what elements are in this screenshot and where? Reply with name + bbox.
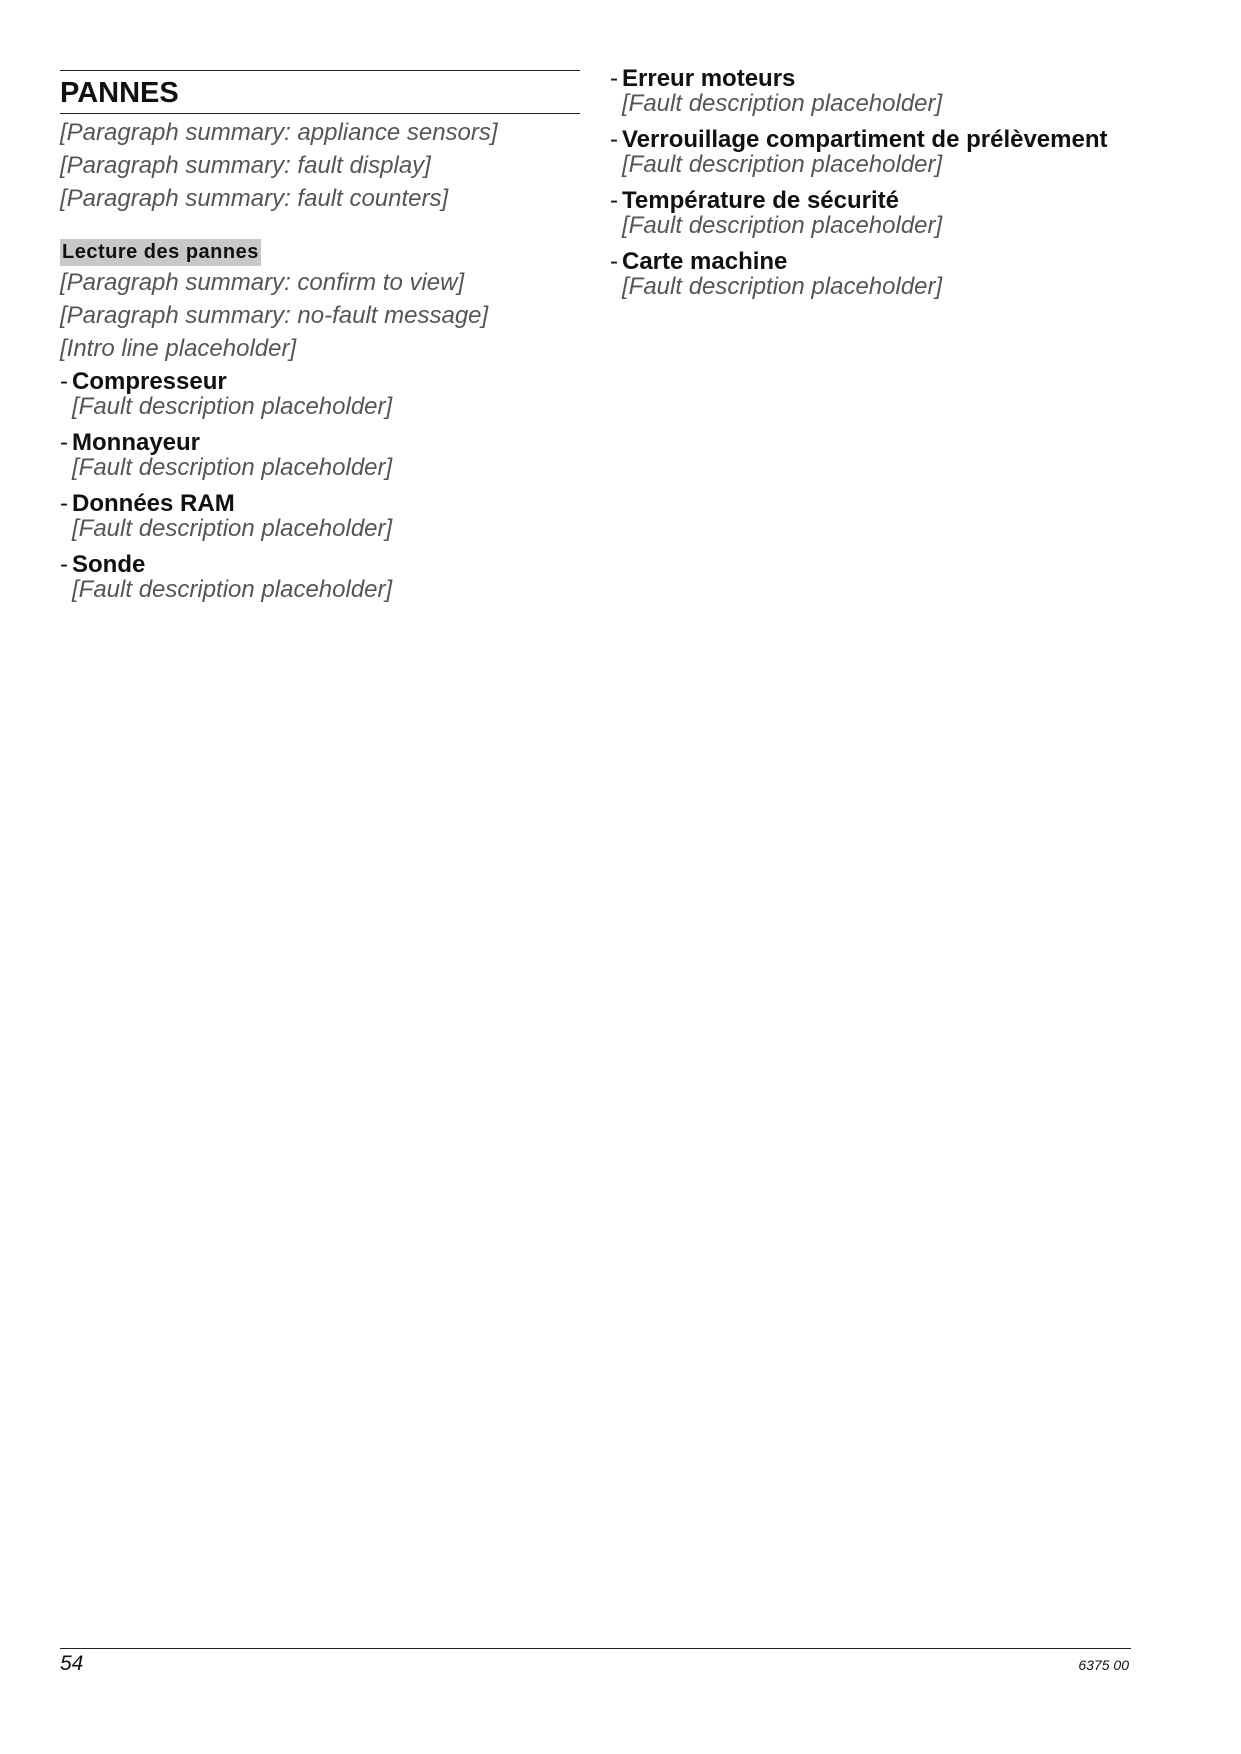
dash-bullet: -: [60, 368, 68, 395]
dash-bullet: -: [60, 551, 68, 578]
item-term: Monnayeur: [72, 429, 201, 456]
list-item: [610, 66, 1130, 116]
dash-bullet: -: [610, 187, 618, 214]
dash-bullet: -: [610, 65, 618, 92]
list-item: [610, 188, 1130, 238]
item-term: Carte machine: [622, 248, 788, 275]
item-text: [Fault description placeholder]: [72, 515, 393, 542]
document-code: 6375 00: [1078, 1657, 1129, 1673]
dash-bullet: -: [60, 429, 68, 456]
item-text: [Fault description placeholder]: [72, 454, 393, 481]
dash-bullet: -: [60, 490, 68, 517]
paragraph: [Paragraph summary: appliance sensors]: [60, 119, 498, 146]
dash-bullet: -: [610, 126, 618, 153]
section-title-bar: [60, 70, 580, 114]
list-item: [60, 430, 580, 480]
item-term: Température de sécurité: [622, 187, 899, 214]
left-column: [60, 70, 580, 613]
paragraph: [Paragraph summary: confirm to view]: [60, 269, 465, 296]
list-item: [60, 369, 580, 419]
item-text: [Fault description placeholder]: [622, 90, 943, 117]
footer-rule: [60, 1648, 1131, 1649]
item-term: Erreur moteurs: [622, 65, 796, 92]
item-text: [Fault description placeholder]: [72, 393, 393, 420]
list-item: [60, 552, 580, 602]
list-item: [610, 249, 1130, 299]
item-text: [Fault description placeholder]: [622, 212, 943, 239]
section-title: PANNES: [60, 77, 179, 109]
paragraph: [Paragraph summary: fault counters]: [60, 185, 449, 212]
list-item: [610, 127, 1130, 177]
subsection-heading: Lecture des pannes: [60, 239, 261, 266]
list-item: [60, 491, 580, 541]
paragraph: [Paragraph summary: no-fault message]: [60, 302, 489, 329]
right-column: [610, 66, 1130, 310]
item-term: Verrouillage compartiment de prélèvement: [622, 126, 1108, 153]
item-term: Compresseur: [72, 368, 227, 395]
paragraph: [Paragraph summary: fault display]: [60, 152, 431, 179]
item-text: [Fault description placeholder]: [622, 151, 943, 178]
item-term: Sonde: [72, 551, 146, 578]
item-text: [Fault description placeholder]: [622, 273, 943, 300]
paragraph: [Intro line placeholder]: [60, 335, 297, 362]
item-term: Données RAM: [72, 490, 235, 517]
item-text: [Fault description placeholder]: [72, 576, 393, 603]
page-number: 54: [60, 1652, 84, 1675]
dash-bullet: -: [610, 248, 618, 275]
